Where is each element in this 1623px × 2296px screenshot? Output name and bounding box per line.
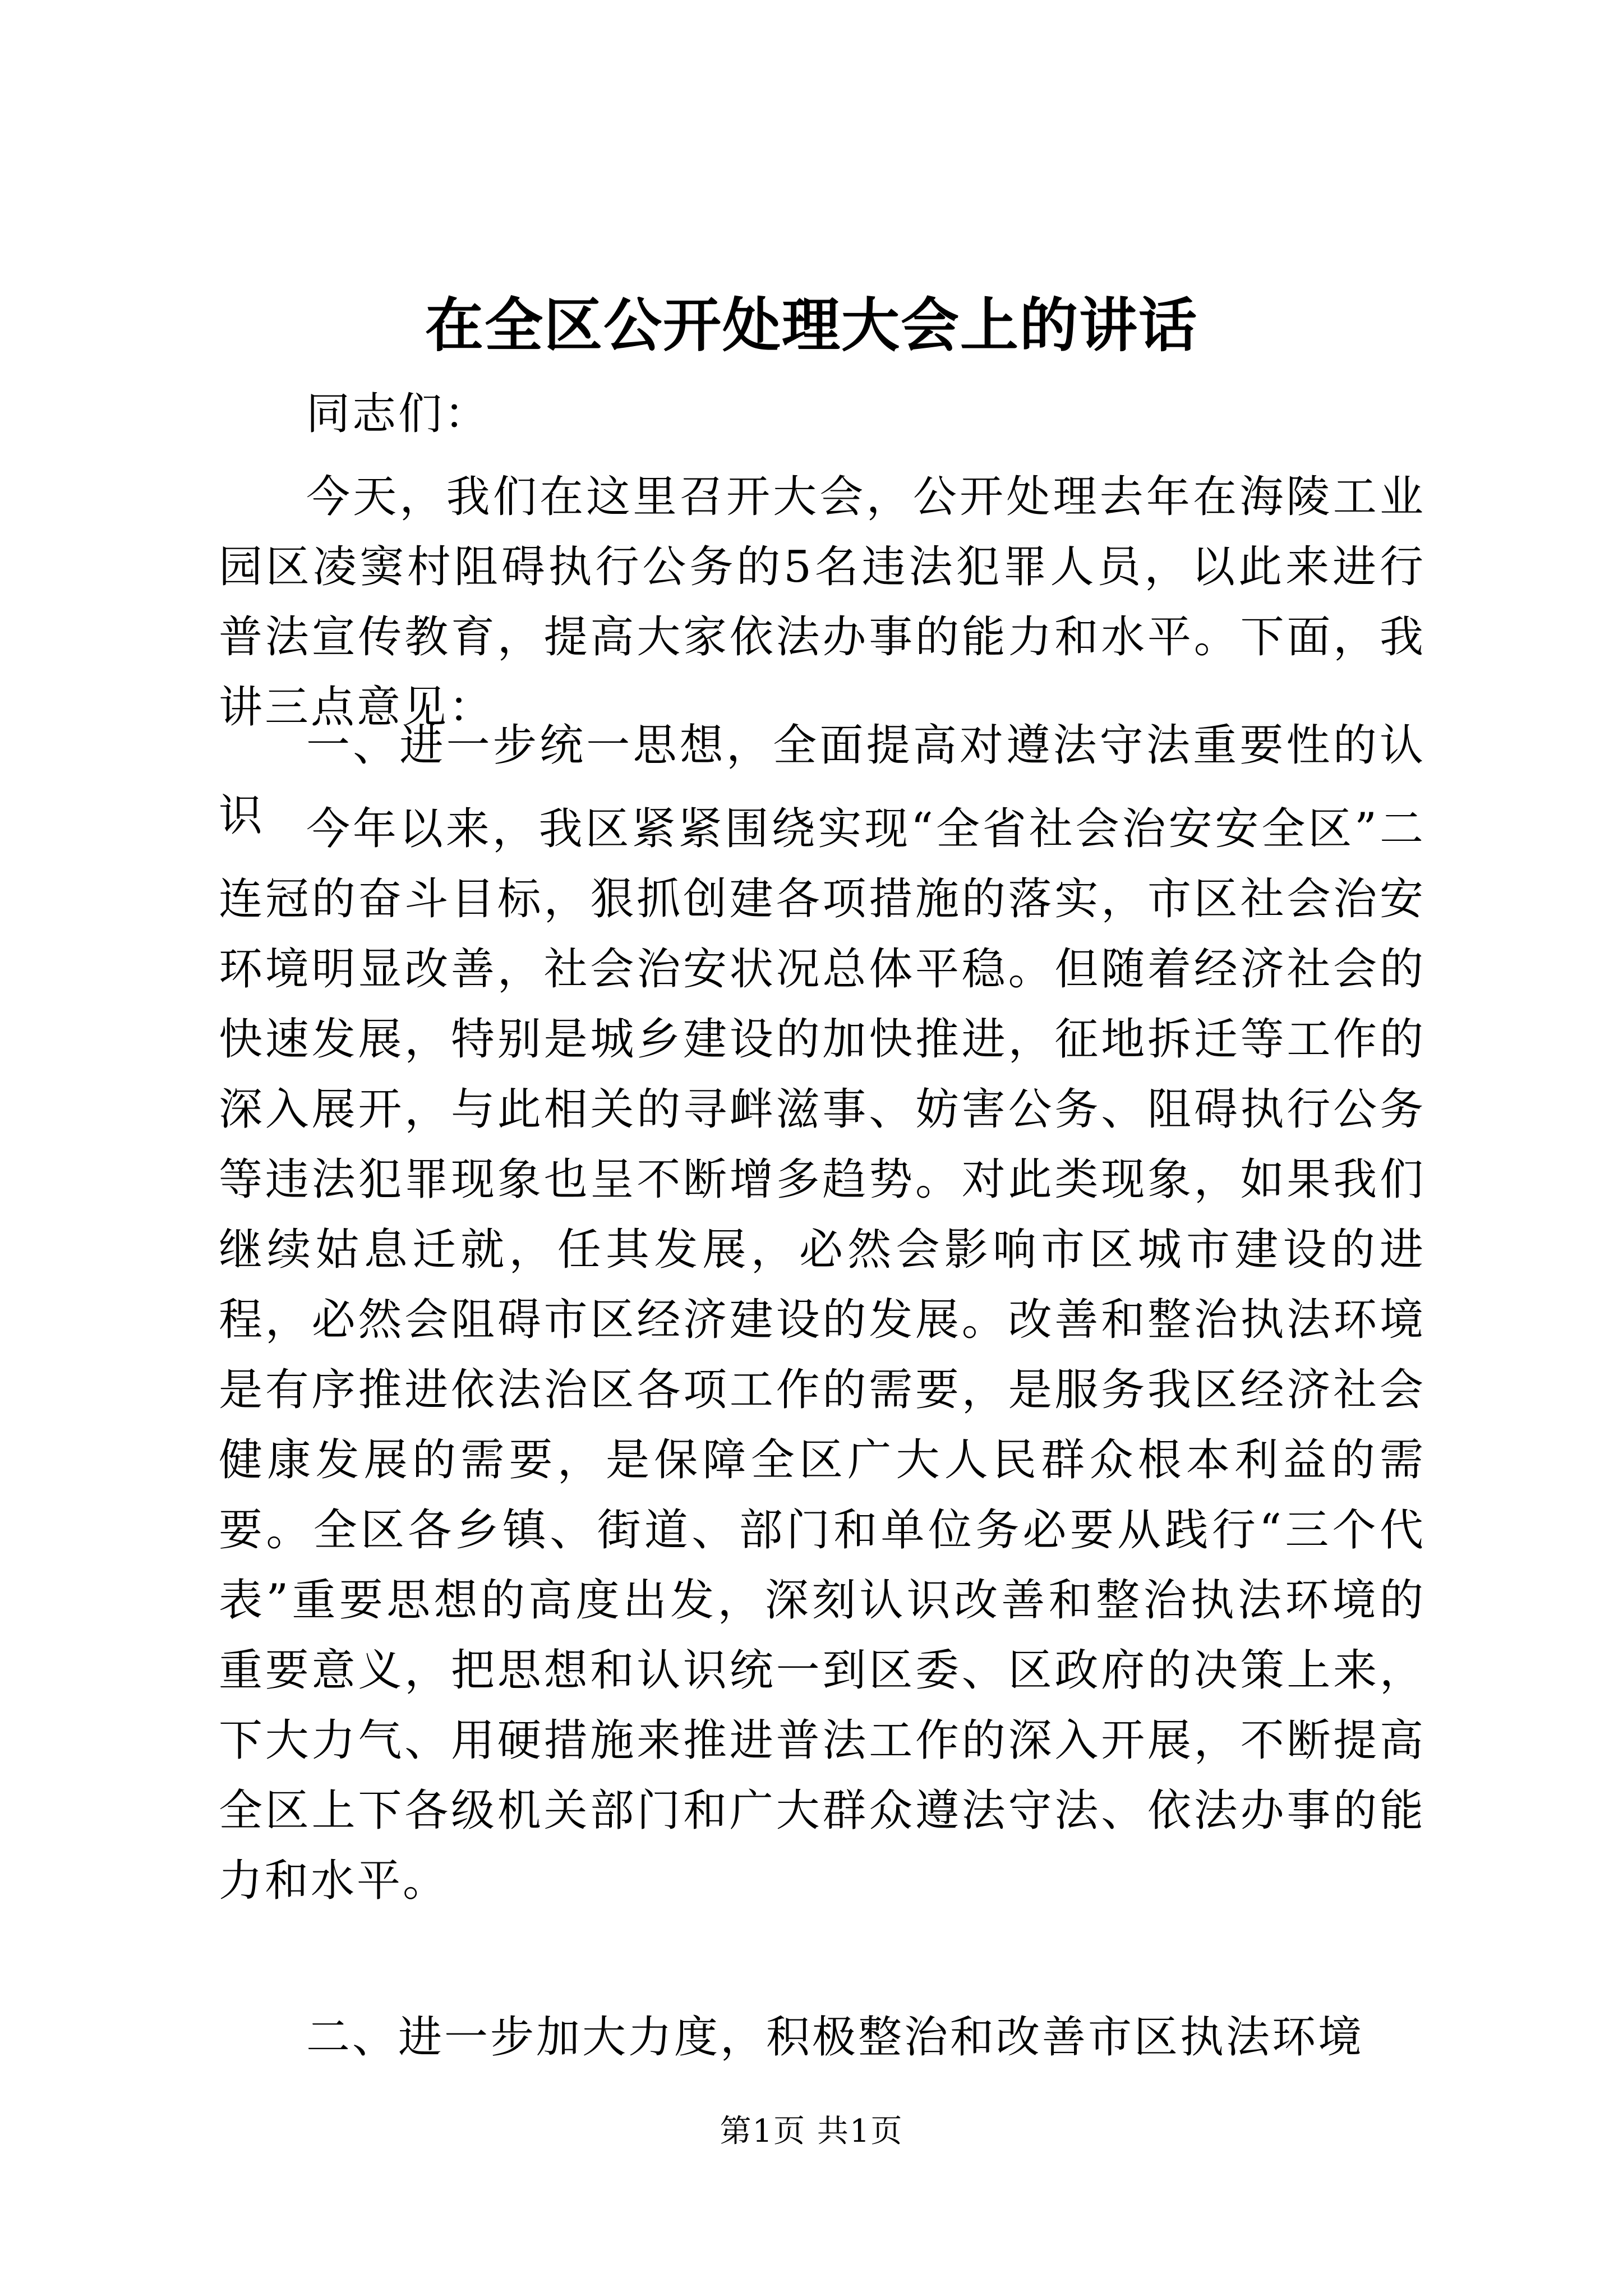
paragraph-section-1: 今年以来，我区紧紧围绕实现“全省社会治安安全区”二连冠的奋斗目标，狠抓创建各项措施的落实，市区社会治安环境明显改善，社会治安状况总体平稳。但随着经济社会的快速发展，特别是城乡建设的加快推进，征地拆迁等工作的深入展开，与此相关的寻衅滋事、妨害公务、阻碍执行公务等违法犯罪现象也呈不断增多趋势。对此类现象，如果我们继续姑息迁就，任其发展，必然会影响市区城市建设的进程，必然会阻碍市区经济建设的发展。改善和整治执法环境是有序推进依法治区各项工作的需要，是服务我区经济社会健康发展的需要，是保障全区广大人民群众根本利益的需要。全区各乡镇、街道、部门和单位务必要从践行“三个代表”重要思想的高度出发，深刻认识改善和整治执法环境的重要意义，把思想和认识统一到区委、区政府的决策上来，下大力气、用硬措施来推进普法工作的深入开展，不断提高全区上下各级机关部门和广大群众遵法守法、依法办事的能力和水平。 <box>219 804 1426 1906</box>
page-footer: 第1页 共1页 <box>720 2113 903 2150</box>
document-title: 在全区公开处理大会上的讲话 <box>425 291 1198 360</box>
paragraph-intro: 今天，我们在这里召开大会，公开处理去年在海陵工业园区凌窦村阻碍执行公务的5名违法犯罪人员，以此来进行普法宣传教育，提高大家依法办事的能力和水平。下面，我讲三点意见： <box>219 472 1426 733</box>
section-heading-1: 一、进一步统一思想，全面提高对遵法守法重要性的认识 <box>219 720 1426 841</box>
section-heading-2: 二、进一步加大力度，积极整治和改善市区执法环境 <box>306 2012 1364 2063</box>
salutation: 同志们： <box>306 389 491 439</box>
